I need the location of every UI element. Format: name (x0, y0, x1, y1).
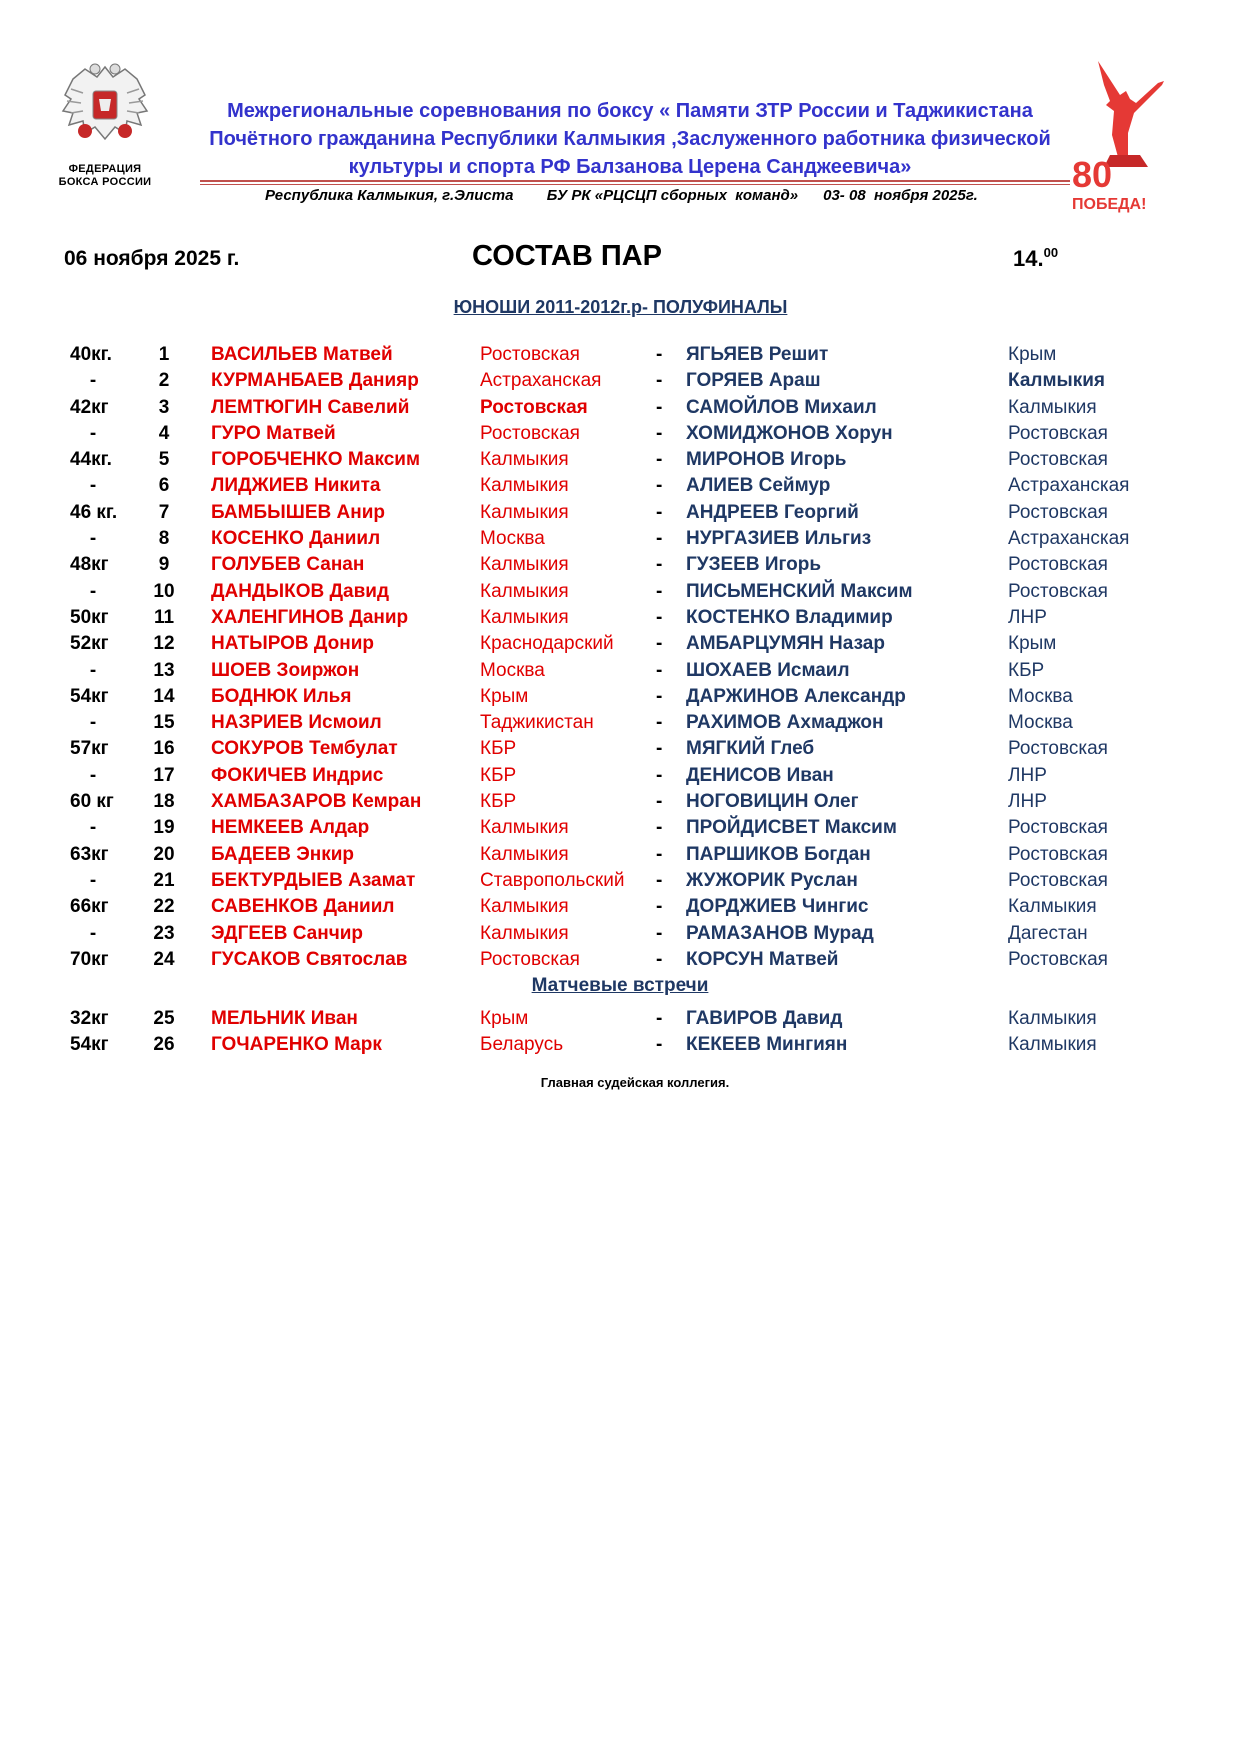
versus-separator: - (656, 843, 663, 865)
table-row (0, 1032, 1241, 1058)
red-corner-region: Ростовская (480, 344, 580, 365)
red-corner-region: Краснодарский (480, 633, 614, 655)
blue-corner-region: Ростовская (1008, 738, 1108, 760)
page-title: СОСТАВ ПАР (472, 240, 662, 272)
weight-class: - (89, 764, 97, 786)
weight-class: - (89, 922, 97, 944)
red-corner-region: Калмыкия (480, 449, 569, 471)
red-corner-region: КБР (480, 764, 517, 786)
red-corner-region: Ростовская (480, 422, 580, 444)
pair-number: 13 (153, 659, 175, 681)
blue-corner-region: Ростовская (1008, 843, 1108, 865)
red-corner-boxer: ЛИДЖИЕВ Никита (211, 475, 381, 497)
weight-class: 70кг (70, 948, 109, 970)
motherland-statue-icon (1070, 55, 1170, 215)
table-row (0, 605, 1241, 631)
badge-text: ПОБЕДА! (1072, 196, 1147, 213)
red-corner-boxer: БОДНЮК Илья (211, 685, 352, 707)
blue-corner-region: Калмыкия (1008, 896, 1097, 918)
weight-class: 50кг (70, 606, 109, 628)
red-corner-boxer: ВАСИЛЬЕВ Матвей (211, 344, 393, 365)
blue-corner-region: ЛНР (1008, 791, 1047, 813)
pair-number: 24 (153, 948, 175, 970)
blue-corner-boxer: ПАРШИКОВ Богдан (686, 843, 871, 865)
blue-corner-boxer: ДЕНИСОВ Иван (686, 764, 834, 786)
table-row (0, 763, 1241, 789)
red-corner-boxer: ХАЛЕНГИНОВ Данир (211, 606, 409, 628)
weight-class: 60 кг (70, 791, 114, 813)
versus-separator: - (656, 922, 663, 944)
blue-corner-region: Ростовская (1008, 501, 1108, 523)
blue-corner-boxer: НУРГАЗИЕВ Ильгиз (686, 528, 872, 550)
weight-class: 40кг. (70, 344, 112, 365)
pair-number: 10 (153, 580, 175, 602)
weight-class: 46 кг. (70, 501, 118, 523)
versus-separator: - (656, 1008, 663, 1029)
red-corner-region: Беларусь (480, 1034, 564, 1056)
event-location: Республика Калмыкия, г.Элиста БУ РК «РЦСЦП сборных команд» 03- 08 ноября 2025г. (265, 187, 978, 204)
versus-separator: - (656, 554, 663, 576)
versus-separator: - (656, 764, 663, 786)
red-corner-region: Калмыкия (480, 475, 569, 497)
table-row (0, 395, 1241, 421)
red-corner-boxer: МЕЛЬНИК Иван (211, 1008, 358, 1029)
red-corner-region: Таджикистан (480, 712, 594, 734)
blue-corner-boxer: ЖУЖОРИК Руслан (686, 869, 858, 891)
red-corner-region: Москва (480, 659, 545, 681)
versus-separator: - (656, 501, 663, 523)
versus-separator: - (656, 659, 663, 681)
versus-separator: - (656, 370, 663, 392)
date: 06 ноября 2025 г. (64, 247, 240, 270)
weight-class: 44кг. (70, 449, 112, 471)
weight-class: - (89, 659, 97, 681)
red-corner-region: КБР (480, 738, 517, 760)
pair-number: 1 (158, 344, 170, 365)
blue-corner-region: ЛНР (1008, 606, 1047, 628)
blue-corner-region: Калмыкия (1008, 370, 1106, 392)
red-corner-boxer: БАМБЫШЕВ Анир (211, 501, 385, 523)
blue-corner-region: Москва (1008, 712, 1073, 734)
table-row (0, 447, 1241, 473)
red-corner-boxer: ГУСАКОВ Святослав (211, 948, 408, 970)
header-divider-thin (200, 184, 1070, 185)
table-row (0, 421, 1241, 447)
start-time-minutes: 00 (1043, 245, 1059, 260)
versus-separator: - (656, 1034, 663, 1056)
blue-corner-boxer: ПИСЬМЕНСКИЙ Максим (686, 580, 913, 602)
pair-number: 14 (153, 685, 175, 707)
section-title-semifinals: ЮНОШИ 2011-2012г.р- ПОЛУФИНАЛЫ (453, 297, 788, 317)
table-row (0, 921, 1241, 947)
blue-corner-region: Ростовская (1008, 554, 1108, 576)
pair-number: 9 (158, 554, 170, 576)
versus-separator: - (656, 633, 663, 655)
pair-number: 26 (153, 1034, 175, 1056)
start-time (1013, 245, 1058, 272)
blue-corner-region: Ростовская (1008, 817, 1108, 839)
matches-table (0, 1006, 1241, 1059)
table-row (0, 658, 1241, 684)
blue-corner-region: Ростовская (1008, 422, 1108, 444)
red-corner-region: Калмыкия (480, 817, 569, 839)
blue-corner-region: Калмыкия (1008, 396, 1097, 418)
weight-class: - (89, 712, 97, 734)
red-corner-region: КБР (480, 791, 517, 813)
pair-number: 12 (153, 633, 175, 655)
blue-corner-region: Крым (1008, 344, 1057, 365)
red-corner-boxer: НАЗРИЕВ Исмоил (211, 712, 382, 734)
pair-number: 15 (153, 712, 175, 734)
red-corner-region: Астраханская (480, 370, 602, 392)
table-row (0, 868, 1241, 894)
blue-corner-region: Калмыкия (1008, 1034, 1097, 1056)
red-corner-boxer: НЕМКЕЕВ Алдар (211, 817, 370, 839)
pair-number: 18 (153, 791, 175, 813)
red-corner-boxer: ШОЕВ Зоиржон (211, 659, 360, 681)
weight-class: - (89, 580, 97, 602)
versus-separator: - (656, 580, 663, 602)
weight-class: - (89, 528, 97, 550)
table-row (0, 631, 1241, 657)
blue-corner-region: Ростовская (1008, 449, 1108, 471)
blue-corner-boxer: ГУЗЕЕВ Игорь (686, 554, 822, 576)
weight-class: 32кг (70, 1008, 109, 1029)
pairs-table (0, 342, 1241, 973)
weight-class: - (89, 817, 97, 839)
event-title-line-3: культуры и спорта РФ Балзанова Церена Санджеевича» (348, 156, 912, 178)
blue-corner-boxer: РАМАЗАНОВ Мурад (686, 922, 874, 944)
table-row (0, 342, 1241, 368)
pair-number: 11 (153, 606, 175, 628)
blue-corner-boxer: НОГОВИЦИН Олег (686, 791, 859, 813)
federation-label (50, 163, 160, 189)
event-title-line-1: Межрегиональные соревнования по боксу « Памяти ЗТР России и Таджикистана (227, 100, 1033, 122)
red-corner-boxer: СОКУРОВ Тембулат (211, 738, 398, 760)
versus-separator: - (656, 685, 663, 707)
table-row (0, 894, 1241, 920)
blue-corner-boxer: МЯГКИЙ Глеб (686, 738, 815, 760)
weight-class: 54кг (70, 1034, 109, 1056)
blue-corner-boxer: КОРСУН Матвей (686, 948, 839, 970)
red-corner-boxer: САВЕНКОВ Даниил (211, 896, 395, 918)
versus-separator: - (656, 817, 663, 839)
weight-class: 57кг (70, 738, 109, 760)
weight-class: 48кг (70, 554, 109, 576)
blue-corner-boxer: ШОХАЕВ Исмаил (686, 659, 850, 681)
table-row (0, 473, 1241, 499)
pair-number: 4 (158, 422, 170, 444)
weight-class: 42кг (70, 396, 109, 418)
blue-corner-region: КБР (1008, 659, 1045, 681)
pair-number: 16 (153, 738, 175, 760)
blue-corner-region: ЛНР (1008, 764, 1047, 786)
red-corner-boxer: КОСЕНКО Даниил (211, 528, 381, 550)
red-corner-boxer: ЭДГЕЕВ Санчир (211, 922, 364, 944)
blue-corner-boxer: КОСТЕНКО Владимир (686, 606, 893, 628)
red-corner-boxer: НАТЫРОВ Донир (211, 633, 375, 655)
table-row (0, 1006, 1241, 1032)
pair-number: 5 (158, 449, 170, 471)
header-divider (200, 180, 1070, 182)
red-corner-boxer: ГУРО Матвей (211, 422, 336, 444)
weight-class: - (89, 869, 97, 891)
blue-corner-region: Москва (1008, 685, 1073, 707)
red-corner-region: Калмыкия (480, 501, 569, 523)
table-row (0, 947, 1241, 973)
table-row (0, 579, 1241, 605)
federation-logo (50, 55, 160, 189)
red-corner-boxer: ФОКИЧЕВ Индрис (211, 764, 384, 786)
blue-corner-boxer: ЯГЬЯЕВ Решит (686, 344, 829, 365)
eagle-emblem-icon (55, 55, 155, 155)
weight-class: - (89, 370, 97, 392)
table-row (0, 789, 1241, 815)
red-corner-boxer: ХАМБАЗАРОВ Кемран (211, 791, 422, 813)
footer-signature: Главная судейская коллегия. (540, 1075, 730, 1090)
red-corner-region: Калмыкия (480, 843, 569, 865)
badge-number: 80 (1072, 154, 1113, 195)
weight-class: 52кг (70, 633, 109, 655)
start-time-main: 14. (1013, 246, 1044, 271)
red-corner-region: Калмыкия (480, 554, 569, 576)
versus-separator: - (656, 712, 663, 734)
blue-corner-region: Дагестан (1008, 922, 1088, 944)
red-corner-region: Калмыкия (480, 606, 569, 628)
red-corner-boxer: ГОЧАРЕНКО Марк (211, 1034, 382, 1056)
table-row (0, 526, 1241, 552)
weight-class: - (89, 475, 97, 497)
pair-number: 7 (158, 501, 170, 523)
versus-separator: - (656, 475, 663, 497)
red-corner-boxer: ЛЕМТЮГИН Савелий (211, 396, 410, 418)
red-corner-boxer: БЕКТУРДЫЕВ Азамат (211, 869, 416, 891)
versus-separator: - (656, 606, 663, 628)
blue-corner-boxer: ДОРДЖИЕВ Чингис (686, 896, 869, 918)
versus-separator: - (656, 869, 663, 891)
red-corner-region: Ростовская (480, 948, 580, 970)
blue-corner-region: Ростовская (1008, 948, 1108, 970)
blue-corner-region: Астраханская (1008, 528, 1130, 550)
versus-separator: - (656, 422, 663, 444)
red-corner-region: Калмыкия (480, 922, 569, 944)
pair-number: 21 (153, 869, 175, 891)
weight-class: 63кг (70, 843, 109, 865)
event-title-line-2: Почётного гражданина Республики Калмыкия ,Заслуженного работника физической (209, 128, 1051, 150)
pair-number: 17 (153, 764, 175, 786)
table-row (0, 842, 1241, 868)
federation-label-line-2: БОКСА РОССИИ (58, 176, 152, 188)
blue-corner-region: Крым (1008, 633, 1057, 655)
section-title-matches: Матчевые встречи (531, 975, 709, 996)
federation-label-line-1: ФЕДЕРАЦИЯ (68, 163, 142, 175)
weight-class: - (89, 422, 97, 444)
blue-corner-boxer: АНДРЕЕВ Георгий (686, 501, 859, 523)
red-corner-region: Калмыкия (480, 580, 569, 602)
red-corner-region: Калмыкия (480, 896, 569, 918)
versus-separator: - (656, 449, 663, 471)
blue-corner-boxer: ПРОЙДИСВЕТ Максим (686, 817, 897, 839)
table-row (0, 368, 1241, 394)
table-row (0, 684, 1241, 710)
red-corner-region: Крым (480, 1008, 529, 1029)
victory-80-logo (1070, 55, 1170, 215)
blue-corner-boxer: КЕКЕЕВ Мингиян (686, 1034, 848, 1056)
red-corner-boxer: КУРМАНБАЕВ Данияр (211, 370, 419, 392)
blue-corner-boxer: ГОРЯЕВ Араш (686, 370, 821, 392)
blue-corner-region: Ростовская (1008, 869, 1108, 891)
versus-separator: - (656, 738, 663, 760)
blue-corner-region: Калмыкия (1008, 1008, 1097, 1029)
blue-corner-boxer: САМОЙЛОВ Михаил (686, 396, 877, 418)
blue-corner-boxer: ГАВИРОВ Давид (686, 1008, 843, 1029)
versus-separator: - (656, 896, 663, 918)
red-corner-boxer: ГОРОБЧЕНКО Максим (211, 449, 421, 471)
versus-separator: - (656, 528, 663, 550)
event-title (190, 97, 1070, 181)
pair-number: 6 (158, 475, 170, 497)
pair-number: 23 (153, 922, 175, 944)
blue-corner-boxer: МИРОНОВ Игорь (686, 449, 847, 471)
table-row (0, 500, 1241, 526)
weight-class: 54кг (70, 685, 109, 707)
pair-number: 2 (158, 370, 170, 392)
pair-number: 8 (158, 528, 170, 550)
pair-number: 20 (153, 843, 175, 865)
blue-corner-region: Астраханская (1008, 475, 1130, 497)
red-corner-region: Ставропольский (480, 869, 625, 891)
pair-number: 3 (158, 396, 170, 418)
blue-corner-boxer: АЛИЕВ Сеймур (686, 475, 831, 497)
versus-separator: - (656, 791, 663, 813)
blue-corner-boxer: РАХИМОВ Ахмаджон (686, 712, 884, 734)
versus-separator: - (656, 948, 663, 970)
red-corner-boxer: БАДЕЕВ Энкир (211, 843, 355, 865)
versus-separator: - (656, 344, 663, 365)
table-row (0, 710, 1241, 736)
blue-corner-boxer: ДАРЖИНОВ Александр (686, 685, 906, 707)
versus-separator: - (656, 396, 663, 418)
blue-corner-boxer: ХОМИДЖОНОВ Хорун (686, 422, 893, 444)
table-row (0, 736, 1241, 762)
red-corner-region: Крым (480, 685, 529, 707)
pair-number: 25 (153, 1008, 175, 1029)
red-corner-boxer: ДАНДЫКОВ Давид (211, 580, 390, 602)
red-corner-region: Москва (480, 528, 545, 550)
table-row (0, 552, 1241, 578)
red-corner-boxer: ГОЛУБЕВ Санан (211, 554, 365, 576)
blue-corner-boxer: АМБАРЦУМЯН Назар (686, 633, 885, 655)
pair-number: 19 (153, 817, 175, 839)
red-corner-region: Ростовская (480, 396, 588, 418)
pair-number: 22 (153, 896, 175, 918)
table-row (0, 815, 1241, 841)
weight-class: 66кг (70, 896, 109, 918)
blue-corner-region: Ростовская (1008, 580, 1108, 602)
